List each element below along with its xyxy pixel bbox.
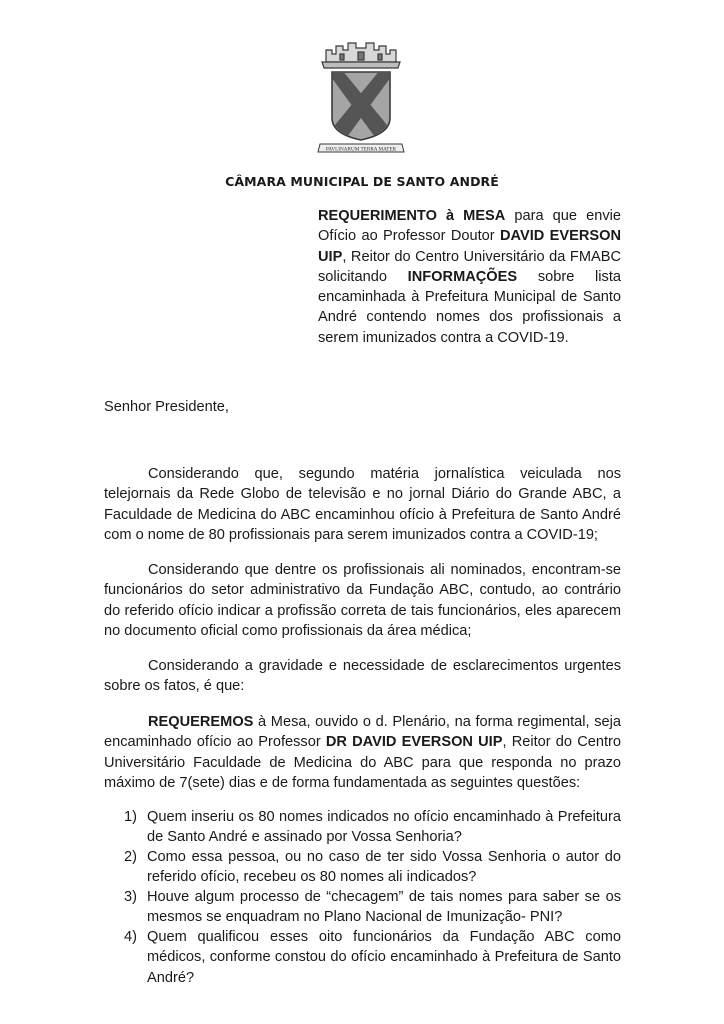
p4-bold-1: REQUEREMOS (148, 714, 254, 730)
question-number: 4) (124, 929, 137, 945)
question-item (104, 927, 621, 988)
question-item (104, 807, 621, 848)
paragraph-1: Considerando que, segundo matéria jornalística veiculada nos telejornais da Rede Globo de televisão e no jornal Diário do Grande ABC, a Faculdade de Medicina do ABC encaminhou ofício à Prefeitura de Santo André com o nome de 80 profissionais para serem imunizados contra a COVID-19; (104, 466, 621, 543)
summary-bold-3: DAVID EVERSON UIP (318, 228, 621, 265)
p4-bold-2: DR DAVID EVERSON UIP (325, 734, 503, 751)
crest-motto: PAVLINARUM TERRA MATER (325, 146, 397, 153)
paragraph-3: Considerando a gravidade e necessidade de esclarecimentos urgentes sobre os fatos, é que: (104, 658, 621, 695)
request-summary (318, 206, 621, 348)
question-text: Quem qualificou esses oito funcionários da Fundação ABC como médicos, conforme constou do ofício encaminhado à Prefeitura de Santo André? (147, 929, 621, 986)
paragraph-2: Considerando que dentre os profissionais ali nominados, encontram-se funcionários do setor administrativo da Fundação ABC, contudo, ao contrário do referido ofício indicar a profissão correta de tais funcionários, eles aparecem no documento oficial como profissionais da área médica; (104, 562, 621, 639)
motto-ribbon (318, 144, 404, 153)
p4-text-2: , Reitor do Centro Universitário Faculdade de Medicina do ABC para que responda no prazo máximo de 7(sete) dias e de forma fundamentada as seguintes questões: (104, 734, 622, 791)
mural-crown-icon (322, 43, 400, 68)
greeting: Senhor Presidente, (104, 399, 229, 415)
question-number: 3) (124, 889, 137, 905)
chamber-title: CÂMARA MUNICIPAL DE SANTO ANDRÉ (225, 174, 499, 189)
question-text: Houve algum processo de “checagem” de tais nomes para saber se os mesmos se enquadram no Plano Nacional de Imunização- PNI? (147, 889, 621, 926)
coat-of-arms-logo (312, 40, 410, 156)
question-number: 1) (124, 809, 137, 825)
question-text: Quem inseriu os 80 nomes indicados no ofício encaminhado à Prefeitura de Santo André e assinado por Vossa Senhoria? (147, 809, 621, 846)
question-item (104, 887, 621, 928)
summary-text-6: sobre lista encaminhada à Prefeitura Municipal de Santo André contendo nomes dos profissionais a serem imunizados contra a COVID-19. (318, 268, 621, 346)
shield-icon (326, 70, 396, 144)
p4-text-1: à Mesa, ouvido o d. Plenário, na forma regimental, seja encaminhado ofício ao Professor (104, 714, 621, 751)
question-text: Como essa pessoa, ou no caso de ter sido Vossa Senhoria o autor do referido ofício, recebeu os 80 nomes ali indicados? (147, 849, 621, 886)
summary-bold-1: REQUERIMENTO à MESA (318, 208, 506, 224)
summary-bold-5: INFORMAÇÕES (407, 268, 518, 285)
question-item (104, 847, 621, 888)
summary-text-4: , Reitor do Centro Universitário da FMABC solicitando (318, 248, 621, 285)
question-number: 2) (124, 849, 137, 865)
paragraph-4 (104, 712, 621, 793)
summary-text-2: para que envie Ofício ao Professor Doutor (318, 208, 621, 245)
